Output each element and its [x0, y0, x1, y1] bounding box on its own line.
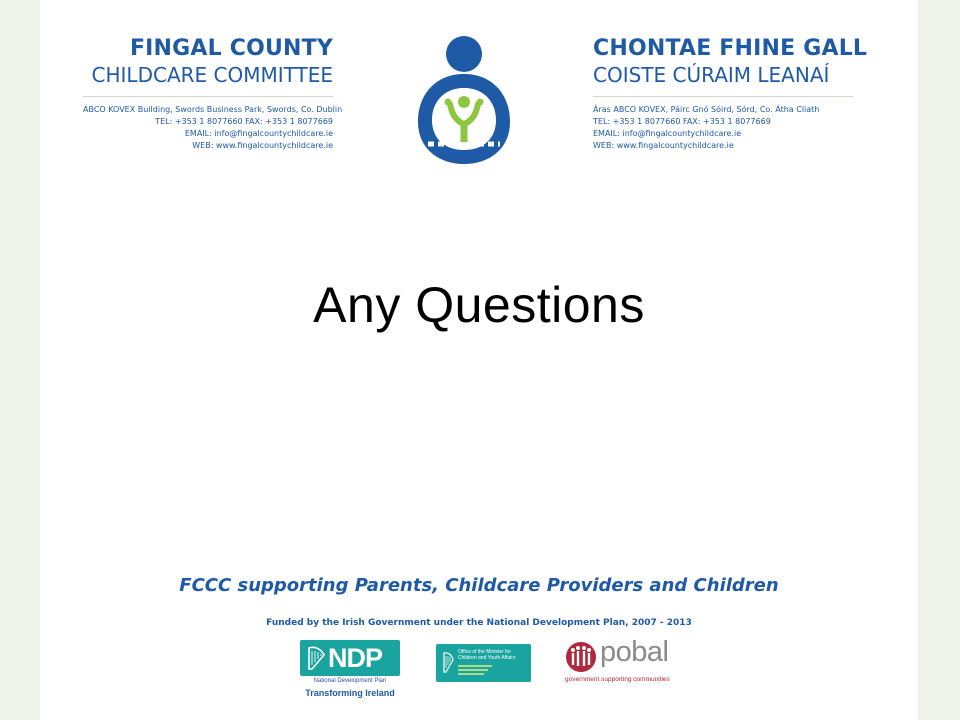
address-ga-line: Áras ABCO KOVEX, Páirc Gnó Sóird, Sórd, Co. Átha Cliath — [593, 105, 820, 114]
ndp-tagline: Transforming Ireland — [305, 688, 395, 698]
ndp-badge — [300, 640, 400, 676]
divider — [593, 96, 853, 97]
harp-icon — [442, 650, 454, 674]
web-en-line: WEB: www.fingalcountychildcare.ie — [192, 141, 333, 150]
pobal-wordmark: pobal — [600, 636, 669, 668]
org-name-en-line1: FINGAL COUNTY — [129, 36, 333, 61]
omc-text-line1: Office of the Minister for — [458, 649, 511, 655]
org-name-ga-line2: COISTE CÚRAIM LEANAÍ — [593, 63, 830, 87]
ndp-mark: NDP — [328, 643, 383, 673]
email-en-line: EMAIL: info@fingalcountychildcare.ie — [184, 129, 333, 138]
org-name-en-line2: CHILDCARE COMMITTEE — [91, 63, 333, 87]
fccc-logo-icon — [414, 32, 514, 164]
omc-logo — [436, 644, 531, 682]
ndp-subtitle: National Development Plan — [313, 678, 387, 684]
funding-statement: Funded by the Irish Government under the National Development Plan, 2007 - 2013 — [266, 618, 692, 628]
left-margin-strip — [0, 0, 40, 720]
right-margin-strip — [918, 0, 960, 720]
pobal-logo — [565, 638, 680, 688]
header-right-irish — [593, 36, 868, 152]
omc-text-line2: Children and Youth Affairs — [458, 655, 516, 661]
header-left-english — [83, 36, 343, 152]
omc-irish-text — [458, 664, 492, 677]
web-ga-line: WEB: www.fingalcountychildcare.ie — [593, 141, 734, 150]
slide-title: Any Questions — [313, 277, 645, 333]
footer-slogan: FCCC supporting Parents, Childcare Providers and Children — [179, 575, 779, 596]
pobal-tagline: government supporting communities — [565, 676, 670, 683]
email-ga-line: EMAIL: info@fingalcountychildcare.ie — [593, 129, 742, 138]
omc-text — [458, 649, 515, 661]
pobal-people-icon — [565, 641, 597, 673]
address-en-line: ABCO KOVEX Building, Swords Business Park, Swords, Co. Dublin — [83, 105, 343, 114]
org-name-ga-line1: CHONTAE FHINE GALL — [593, 36, 868, 61]
slide — [40, 0, 918, 720]
divider — [83, 96, 333, 97]
harp-icon — [306, 645, 326, 671]
phone-ga-line: TEL: +353 1 8077660 FAX: +353 1 8077669 — [593, 117, 771, 126]
phone-en-line: TEL: +353 1 8077660 FAX: +353 1 8077669 — [155, 117, 333, 126]
ndp-logo — [300, 640, 410, 704]
